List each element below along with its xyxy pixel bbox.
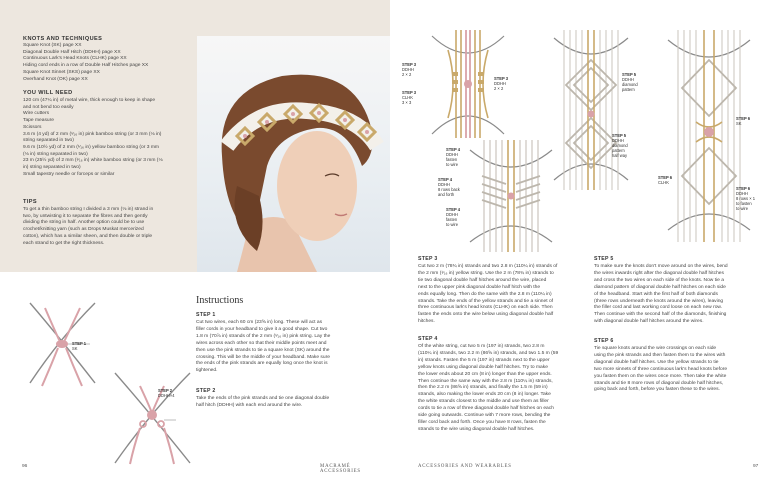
fig-label-knot: CLHK (658, 180, 669, 185)
fig-label-count: 2 × 2 (402, 72, 412, 77)
fig-label-count: 2 × 2 (494, 86, 504, 91)
step4-heading: STEP 4 (418, 336, 438, 342)
page-number-right: 97 (753, 464, 759, 469)
fig-label-step: STEP 3 (402, 90, 417, 95)
text-line: 9.6 m (10½ yd) of 2 mm (¹⁄₁₆ in) yellow bamboo string (or 3 mm (23, 144, 159, 150)
text-line: To make sure the knots don't move around on the wires, bend (594, 264, 728, 269)
text-line: (110¼ in) strands, two 2.2 m (86⅝ in) strands, and two 1.5 m (59 (418, 350, 559, 356)
text-line: side going outwards. Continue with 7 more rows, bending the (418, 413, 551, 418)
text-line: Then continue the same way with the 2.8 m (110¼ in) strands, (418, 378, 553, 384)
step3-fig-label-b (402, 90, 416, 105)
text-line: in) strands. Fasten the 5 m (197 in) strands next to the upper (418, 357, 550, 363)
text-line: Square Knot (SK) page XX (23, 43, 82, 48)
fig-label-knot: DDHH (494, 81, 506, 86)
text-line: Cut two 2 m (78¾ in) strands and two 2.8 m (110¼ in) strands of (418, 264, 558, 269)
step5-figure (552, 30, 630, 190)
text-line: cords to tie a row of three diagonal double half hitches on each (418, 406, 554, 412)
text-line: crossing. This will be the middle of your headband. Make sure (196, 354, 330, 360)
fig-label-note: to wire (446, 162, 459, 167)
text-line: Hiding cord ends in a row of Double Half Hitches page XX (23, 63, 149, 69)
text-line: Overhand Knot (OK) page XX (23, 76, 88, 82)
text-line: cotton), which has a similar sheen, and then double or triple (23, 233, 153, 239)
step2-heading: STEP 2 (196, 388, 216, 394)
text-line: Scissors (23, 124, 42, 130)
text-line: strands. Take the ends of the yellow strands and tie a sinnet of (418, 298, 554, 304)
text-line: wires across each other so that their middle points meet and (196, 340, 327, 346)
fig-label-note: 8 rows back (438, 187, 460, 192)
text-line: filler cords in your headband to give it a good shape. Cut two (196, 326, 328, 332)
fig-label-knot: DDHH (446, 212, 458, 217)
step1-figure (20, 298, 110, 388)
fig-label-note: fasten (446, 217, 458, 222)
step2-fig-label (158, 388, 175, 398)
footer-right: ACCESSORIES AND WEARABLES (418, 464, 512, 469)
text-line: strands and tie 8 more rows of diagonal double half hitches, (594, 380, 724, 386)
text-line: and cross the two wires on each side of the knots. Now tie a (594, 277, 724, 283)
fig-label-knot: DDHH (622, 77, 634, 82)
fig-label-note: to fasten (736, 201, 752, 206)
footer-left: MACRAMÉ ACCESSORIES (320, 464, 361, 474)
fig-label-note: to wire (446, 222, 459, 227)
step4-figure (468, 140, 554, 252)
text-line: fasten the ends onto the wire below using diagonal double half (418, 312, 554, 318)
right-page (390, 0, 781, 491)
text-line: the filler cord and last working cord loose on each new row. (594, 305, 723, 311)
instructions-title: Instructions (196, 295, 244, 306)
fig-label-knot: CLHK (402, 95, 413, 100)
text-line: going back and forth, before you fasten these to the wires. (594, 387, 720, 393)
text-line: dividing the string in half. Another option could be to use (23, 220, 145, 226)
left-page (0, 0, 390, 491)
fig-label-step: STEP 4 (446, 147, 461, 152)
step1-heading: STEP 1 (196, 312, 216, 318)
headband-photo (197, 36, 391, 272)
text-line: Cut two wires, each 60 cm (23⅝ in) long. These will act as (196, 320, 323, 325)
tips-heading: TIPS (23, 199, 38, 205)
text-line: (⅛ in) string separated in two) (23, 151, 88, 157)
text-line: strands, also making the lower ends 20 cm (8 in) longer. Take (418, 392, 551, 398)
step4-fig-label-c (446, 207, 460, 227)
text-line: the ends of the pink strands are equally long once the knot is (196, 361, 328, 367)
text-line: half hitch (DDHH) with each end around the wire. (196, 402, 303, 408)
text-line: Square Knot Sinnet (SKS) page XX (23, 69, 100, 75)
fig-label-knot: DDHH (446, 152, 458, 157)
step2-figure (110, 368, 200, 468)
fig-label-count: 3 × 3 (402, 100, 412, 105)
text-line: then the 2.2 m (86⅝ in) strands, and finally the 1.5 m (59 in) (418, 385, 548, 391)
fig-label-note: pattern (622, 87, 635, 92)
text-line: Then continue with the second half of the diamonds, finishing (594, 312, 727, 318)
step6-fig-label-a (736, 116, 750, 126)
text-line: each strand to get the right thickness. (23, 240, 105, 246)
fig-label-step: STEP 1 (72, 341, 87, 346)
text-line: To get a thin bamboo string I divided a 3 mm (⅛ in) strand in (23, 207, 154, 212)
text-line: Continuous Lark's Head Knots (CLHK) page XX (23, 56, 127, 62)
fig-label-step: STEP 6 (658, 175, 673, 180)
text-line: the white strands closest to the middle and use them as filler (418, 399, 549, 405)
text-line: 120 cm (47¼ in) of metal wire, thick enough to keep in shape (23, 98, 156, 103)
text-line: crochet/knitting yarn (such as Drops Muskat mercerized (23, 227, 144, 233)
model-illustration (197, 36, 391, 272)
step6-heading: STEP 6 (594, 338, 614, 344)
fig-label-step: STEP 4 (446, 207, 461, 212)
fig-label-note: half way (612, 153, 628, 158)
fig-label-step: STEP 3 (494, 76, 509, 81)
step6-fig-label-b (658, 175, 672, 185)
fig-label-note: and forth (438, 192, 455, 197)
text-line: Wire cutters (23, 111, 50, 117)
step4-fig-label-a (446, 147, 460, 167)
text-line: Tie square knots around the wire crossings on each side (594, 346, 717, 351)
text-line: string separated in two) (23, 138, 74, 144)
text-line: next to the upper pink diagonal double half hitch with the (418, 284, 541, 290)
step3-fig-label-c (494, 76, 508, 91)
text-line: two, by untwisting it to separate the fibres and then gently (23, 213, 148, 219)
text-line: the lower ends about 20 cm (8 in) longer than the upper ends. (418, 371, 552, 377)
text-line: the wires inwards right after the diagonal double half hitches (594, 270, 724, 276)
text-line: ends equally long. Then do the same with the 2.8 m (110¼ in) (418, 291, 552, 297)
text-line: (three rows underneath the knots around the wires), leaving (594, 298, 724, 304)
step4-fig-label-b (438, 177, 460, 197)
step3-heading: STEP 3 (418, 256, 438, 262)
fig-label-knot: DDHH (438, 182, 450, 187)
text-line: then use the pink strands to tie a square knot (SK) around the (196, 347, 330, 353)
fig-label-note: diamond (622, 82, 638, 87)
text-line: using the pink strands and then fasten them to the wires with (594, 352, 726, 358)
fig-label-knot: DDHH×4 (158, 393, 175, 398)
step1-fig-label (72, 341, 86, 351)
text-line: you fasten them on the wires once more. Then take the white (594, 373, 727, 379)
text-line: strands to the wire using diagonal double half hitches. (418, 426, 535, 432)
step6-fig-label-c (736, 186, 755, 211)
fig-label-knot: DDHH (402, 67, 414, 72)
fig-label-note: diamond (612, 143, 628, 148)
text-line: in) string separated in two) (23, 165, 81, 170)
fig-label-note: to wire (736, 206, 749, 211)
step5-fig-label-b (612, 133, 628, 158)
fig-label-step: STEP 5 (612, 133, 627, 138)
text-line: 23 m (25½ yd) of 2 mm (¹⁄₁₆ in) white bamboo string (or 3 mm (⅛ (23, 158, 163, 164)
text-line: Of the white string, cut two 5 m (197 in) strands, two 2.8 m (418, 344, 545, 349)
text-line: Tape measure (23, 118, 54, 124)
fig-label-note: fasten (446, 157, 458, 162)
fig-label-knot: SK (72, 346, 78, 351)
fig-label-step: STEP 5 (622, 72, 637, 77)
page-number-left: 96 (22, 464, 28, 469)
text-line: tightened. (196, 368, 218, 374)
fig-label-step: STEP 2 (158, 388, 173, 393)
step5-heading: STEP 5 (594, 256, 614, 262)
text-line: Diagonal Double Half Hitch (DDHH) page XX (23, 49, 121, 55)
text-line: the 2 mm (¹⁄₁₆ in) yellow string. Use the 2 m (78¾ in) strands to (418, 270, 554, 276)
fig-label-note: pattern (612, 148, 625, 153)
fig-label-step: STEP 6 (736, 186, 751, 191)
text-line: of the headband. Start with the first half of both diamonds (594, 291, 718, 297)
text-line: two more sinnets of three continuous lark's head knots before (594, 366, 728, 372)
fig-label-step: STEP 4 (438, 177, 453, 182)
text-line: and not bend too easily (23, 104, 74, 110)
fig-label-knot: SK (736, 121, 742, 126)
fig-label-knot: DDHH (736, 191, 748, 196)
text-line: filler cord back and forth. Once you have 8 rows, fasten the (418, 419, 546, 425)
text-line: diagonal double half hitches. Use the yellow strands to tie (594, 359, 719, 365)
text-line: Small tapestry needle or forceps or similar (23, 171, 115, 177)
text-line: tie two diagonal double half hitches around the wire, placed (418, 277, 547, 283)
text-line: yellow knots using diagonal double half hitches. Try to make (418, 364, 548, 370)
knots-heading: KNOTS AND TECHNIQUES (23, 36, 103, 42)
fig-label-step: STEP 6 (736, 116, 751, 121)
step5-fig-label-a (622, 72, 638, 92)
step3-fig-label-a (402, 62, 416, 77)
text-line: hitches. (418, 319, 435, 325)
fig-label-step: STEP 3 (402, 62, 417, 67)
text-line: with diagonal double half hitches around the wires. (594, 319, 704, 325)
text-line: 3.6 m (4 yd) of 2 mm (¹⁄₁₆ in) pink bamboo string (or 3 mm (⅛ in) (23, 131, 162, 137)
fig-label-knot: DDHH (612, 138, 624, 143)
text-line: 1.8 m (70⅞ in) strands of the 2 mm (¹⁄₁₆ in) pink string. Lay the (196, 333, 331, 339)
text-line: Take the ends of the pink strands and tie one diagonal double (196, 396, 330, 401)
text-line: diamond pattern of diagonal double half hitches on each side (594, 284, 726, 290)
need-heading: YOU WILL NEED (23, 90, 73, 96)
fig-label-note: 8 rows × 1 (736, 196, 755, 201)
text-line: three continuous lark's head knots (CLHK) on each side. Then (418, 305, 553, 311)
